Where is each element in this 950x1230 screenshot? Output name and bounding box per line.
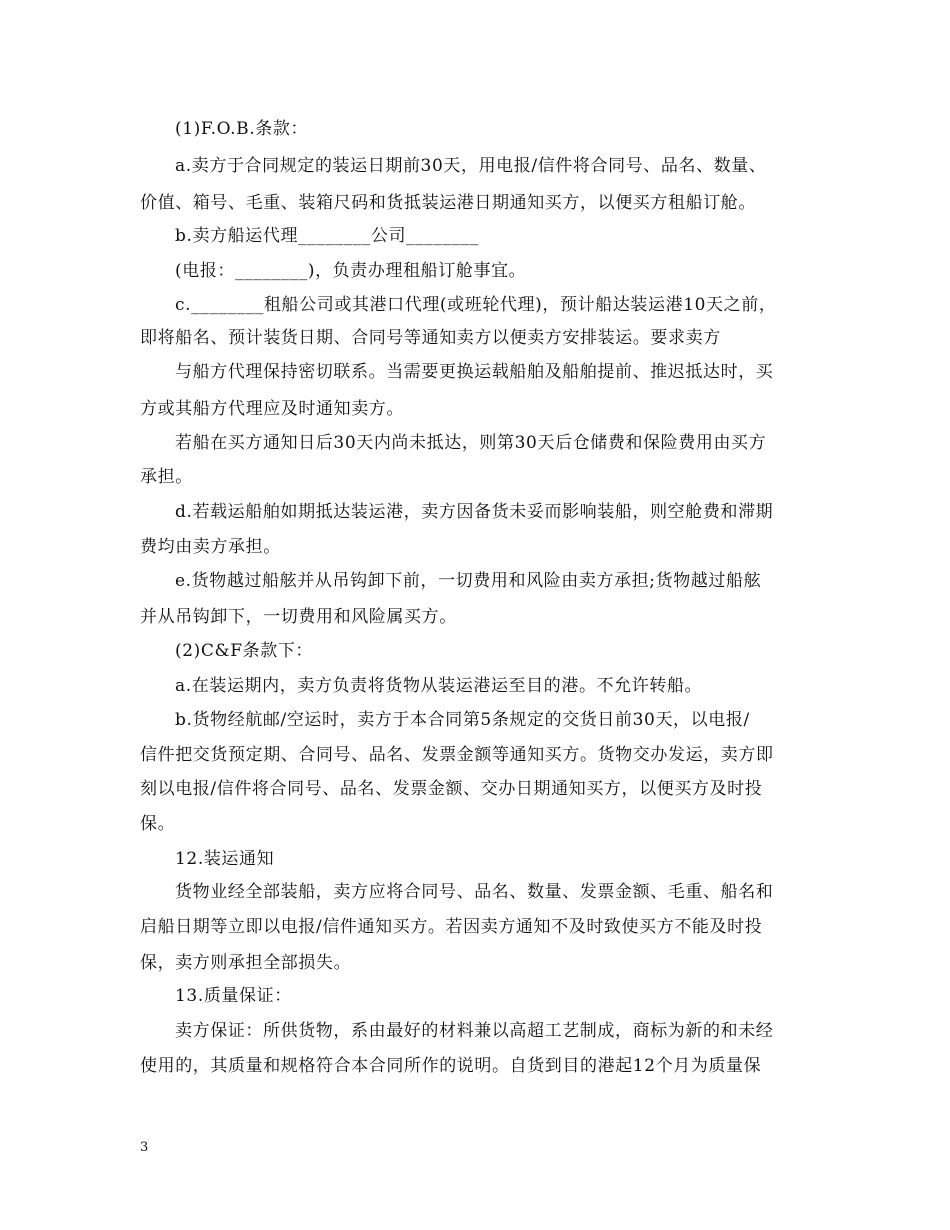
text-line: a.在装运期内，卖方负责将货物从装运港运至目的港。不允许转船。 xyxy=(175,676,703,696)
text-line: 刻以电报/信件将合同号、品名、发票金额、交办日期通知买方，以便买方及时投 xyxy=(140,779,763,799)
text-line: b.卖方船运代理________公司________ xyxy=(175,226,479,246)
text-line: 与船方代理保持密切联系。当需要更换运载船舶及船舶提前、推迟抵达时，买 xyxy=(175,362,774,382)
clause-cf-heading: (2)C&F条款下： xyxy=(175,641,314,661)
text-line: 若船在买方通知日后30天内尚未抵达，则第30天后仓储费和保险费用由买方 xyxy=(175,433,767,453)
text-line: 保，卖方则承担全部损失。 xyxy=(140,953,352,973)
text-line: (电报：________)，负责办理租船订舱事宜。 xyxy=(175,261,527,281)
page-number: 3 xyxy=(140,1140,149,1155)
text-line: 价值、箱号、毛重、装箱尺码和货抵装运港日期通知买方，以便买方租船订舱。 xyxy=(140,193,756,213)
section-12-heading: 12.装运通知 xyxy=(175,849,275,869)
text-line: 使用的，其质量和规格符合本合同所作的说明。自货到目的港起12个月为质量保 xyxy=(140,1056,762,1076)
text-line: 即将船名、预计装货日期、合同号等通知卖方以便卖方安排装运。要求卖方 xyxy=(140,328,721,348)
text-line: 承担。 xyxy=(140,467,193,487)
text-line: 方或其船方代理应及时通知卖方。 xyxy=(140,399,404,419)
text-line: 卖方保证：所供货物，系由最好的材料兼以高超工艺制成，商标为新的和未经 xyxy=(175,1021,774,1041)
text-line: 并从吊钩卸下，一切费用和风险属买方。 xyxy=(140,607,457,627)
text-line: b.货物经航邮/空运时，卖方于本合同第5条规定的交货日前30天，以电报/ xyxy=(175,710,750,730)
text-line: 货物业经全部装船，卖方应将合同号、品名、数量、发票金额、毛重、船名和 xyxy=(175,882,774,902)
text-line: d.若载运船舶如期抵达装运港，卖方因备货未妥而影响装船，则空舱费和滞期 xyxy=(175,502,774,522)
text-line: 保。 xyxy=(140,814,176,834)
text-line: c.________租船公司或其港口代理(或班轮代理)，预计船达装运港10天之前， xyxy=(175,295,777,315)
section-13-heading: 13.质量保证： xyxy=(175,986,292,1006)
text-line: e.货物越过船舷并从吊钩卸下前，一切费用和风险由卖方承担;货物越过船舷 xyxy=(175,571,762,591)
clause-fob-heading: (1)F.O.B.条款： xyxy=(175,119,309,139)
text-line: a.卖方于合同规定的装运日期前30天，用电报/信件将合同号、品名、数量、 xyxy=(175,156,767,176)
text-line: 费均由卖方承担。 xyxy=(140,537,281,557)
text-line: 信件把交货预定期、合同号、品名、发票金额等通知买方。货物交办发运，卖方即 xyxy=(140,745,774,765)
text-line: 启船日期等立即以电报/信件通知买方。若因卖方通知不及时致使买方不能及时投 xyxy=(140,917,763,937)
